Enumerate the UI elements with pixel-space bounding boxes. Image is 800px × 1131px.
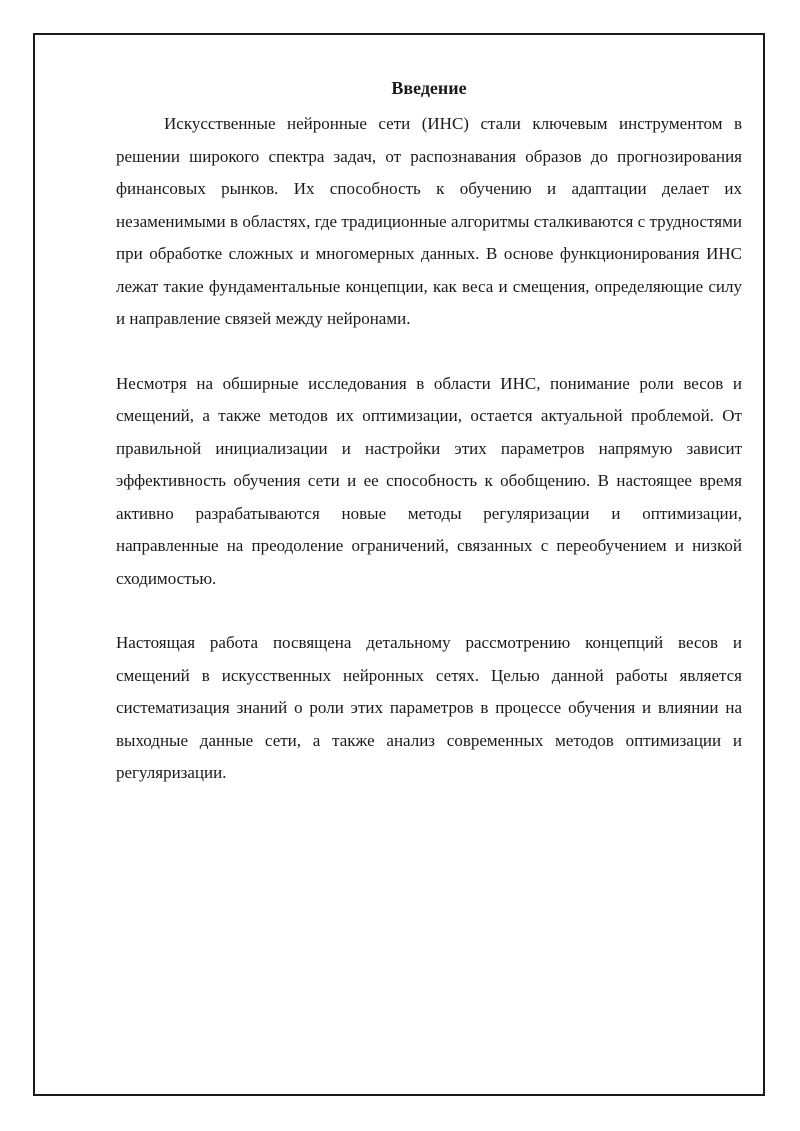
paragraph-problem: Несмотря на обширные исследования в области ИНС, понимание роли весов и смещений, а также методов их оптимизации, остается актуальной проблемой. От правильной инициализации и настройки этих параметров напрямую зависит эффективность обучения сети и ее способность к обобщению. В настоящее время активно разрабатываются новые методы регуляризации и оптимизации, направленные на преодоление ограничений, связанных с переобучением и низкой сходимостью. bbox=[116, 373, 742, 588]
document-body bbox=[116, 74, 742, 790]
document-title: Введение bbox=[391, 78, 467, 98]
paragraph-spacer bbox=[116, 336, 742, 368]
paragraph-spacer bbox=[116, 595, 742, 627]
paragraph-goal: Настоящая работа посвящена детальному рассмотрению концепций весов и смещений в искусственных нейронных сетях. Целью данной работы является систематизация знаний о роли этих параметров в процессе обучения и влиянии на выходные данные сети, а также анализ современных методов оптимизации и регуляризации. bbox=[116, 633, 742, 782]
paragraph-introduction: Искусственные нейронные сети (ИНС) стали ключевым инструментом в решении широкого спектра задач, от распознавания образов до прогнозирования финансовых рынков. Их способность к обучению и адаптации делает их незаменимыми в областях, где традиционные алгоритмы сталкиваются с трудностями при обработке сложных и многомерных данных. В основе функционирования ИНС лежат такие фундаментальные концепции, как веса и смещения, определяющие силу и направление связей между нейронами. bbox=[116, 114, 742, 328]
